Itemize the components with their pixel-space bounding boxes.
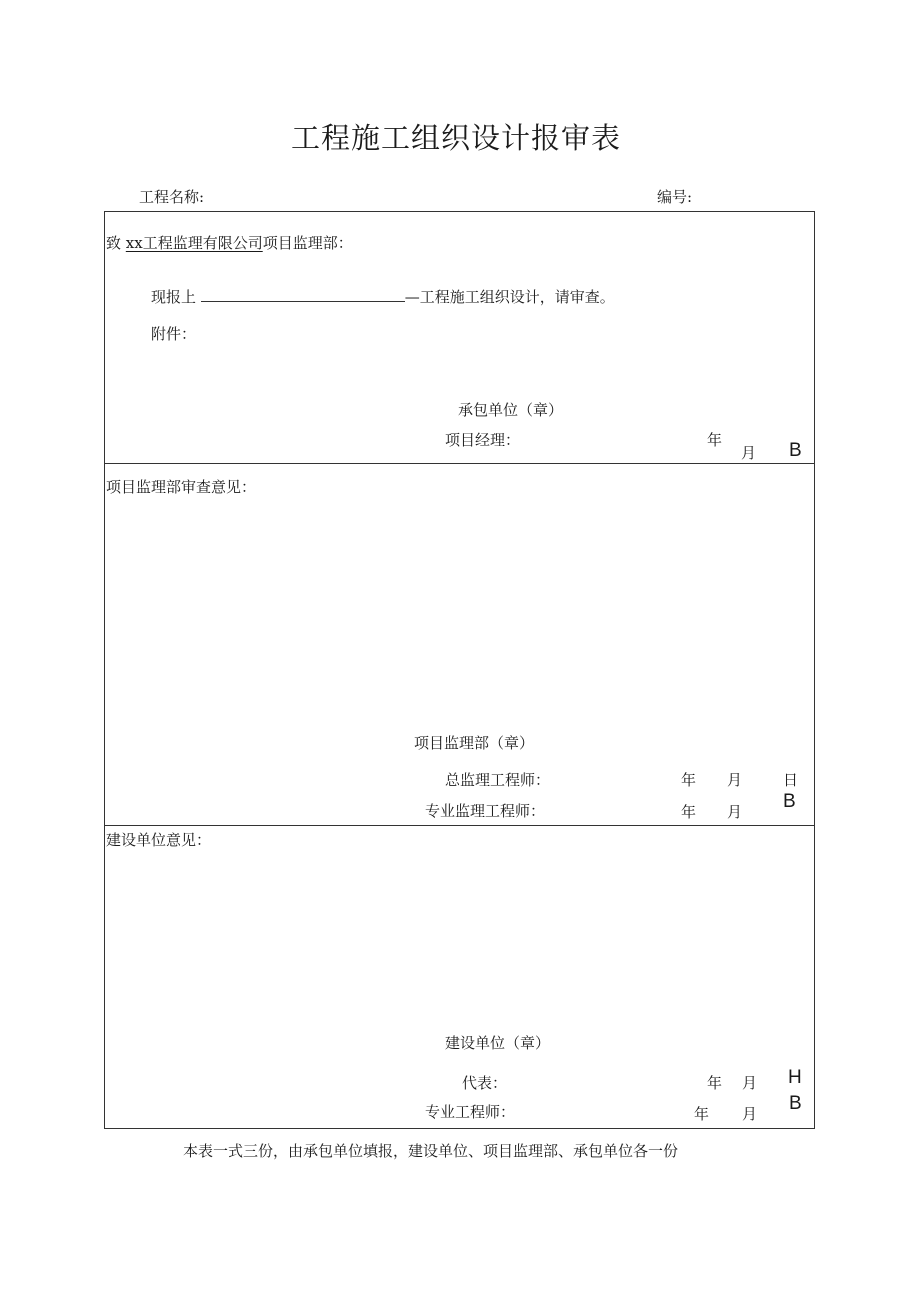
- footer-note: 本表一式三份，由承包单位填报，建设单位、项目监理部、承包单位各一份: [183, 1142, 679, 1160]
- addressee-prefix: 致: [106, 234, 122, 252]
- form-table: [104, 211, 815, 1129]
- form-title: 工程施工组织设计报审表: [291, 121, 622, 155]
- representative-label: 代表：: [462, 1074, 508, 1092]
- supervisor-seal: 项目监理部（章）: [414, 734, 535, 752]
- owner-seal: 建设单位（章）: [445, 1034, 551, 1052]
- addressee-suffix: 项目监理部：: [262, 234, 353, 252]
- project-name-label: 工程名称:: [139, 188, 205, 206]
- contractor-seal: 承包单位（章）: [458, 401, 564, 419]
- s3-rep-month: 月: [742, 1074, 758, 1092]
- section-divider-1: [104, 463, 815, 464]
- supervisor-company: xx工程监理有限公司: [125, 234, 263, 252]
- s2-chief-month: 月: [727, 771, 743, 789]
- report-prefix: 现报上: [151, 288, 197, 306]
- supervisor-opinion-label: 项目监理部审查意见：: [106, 478, 257, 496]
- report-line: [151, 286, 615, 307]
- chief-engineer-label: 总监理工程师：: [445, 771, 551, 789]
- report-blank-field[interactable]: [201, 289, 405, 302]
- specialist-engineer-label: 专业监理工程师：: [425, 802, 546, 820]
- attachment-label: 附件：: [151, 325, 197, 343]
- owner-engineer-label: 专业工程师：: [425, 1103, 516, 1121]
- owner-opinion-label: 建设单位意见：: [106, 831, 212, 849]
- s2-spec-year: 年: [681, 803, 697, 821]
- number-label: 编号:: [657, 188, 693, 206]
- s2-spec-month: 月: [727, 803, 743, 821]
- s3-rep-day: H: [788, 1067, 802, 1088]
- s1-month: 月: [741, 444, 757, 462]
- report-suffix: —工程施工组织设计，请审查。: [404, 288, 615, 306]
- s3-eng-month: 月: [742, 1105, 758, 1123]
- addressee-line: [106, 232, 353, 253]
- s1-year: 年: [707, 431, 723, 449]
- s3-eng-year: 年: [694, 1105, 710, 1123]
- section-divider-2: [104, 825, 815, 826]
- project-manager-label: 项目经理：: [445, 431, 521, 449]
- s2-spec-day: B: [783, 791, 796, 812]
- s2-chief-day: 日: [783, 771, 799, 789]
- s2-chief-year: 年: [681, 771, 697, 789]
- s1-day: B: [789, 440, 802, 461]
- s3-rep-year: 年: [707, 1074, 723, 1092]
- s3-eng-day: B: [789, 1093, 802, 1114]
